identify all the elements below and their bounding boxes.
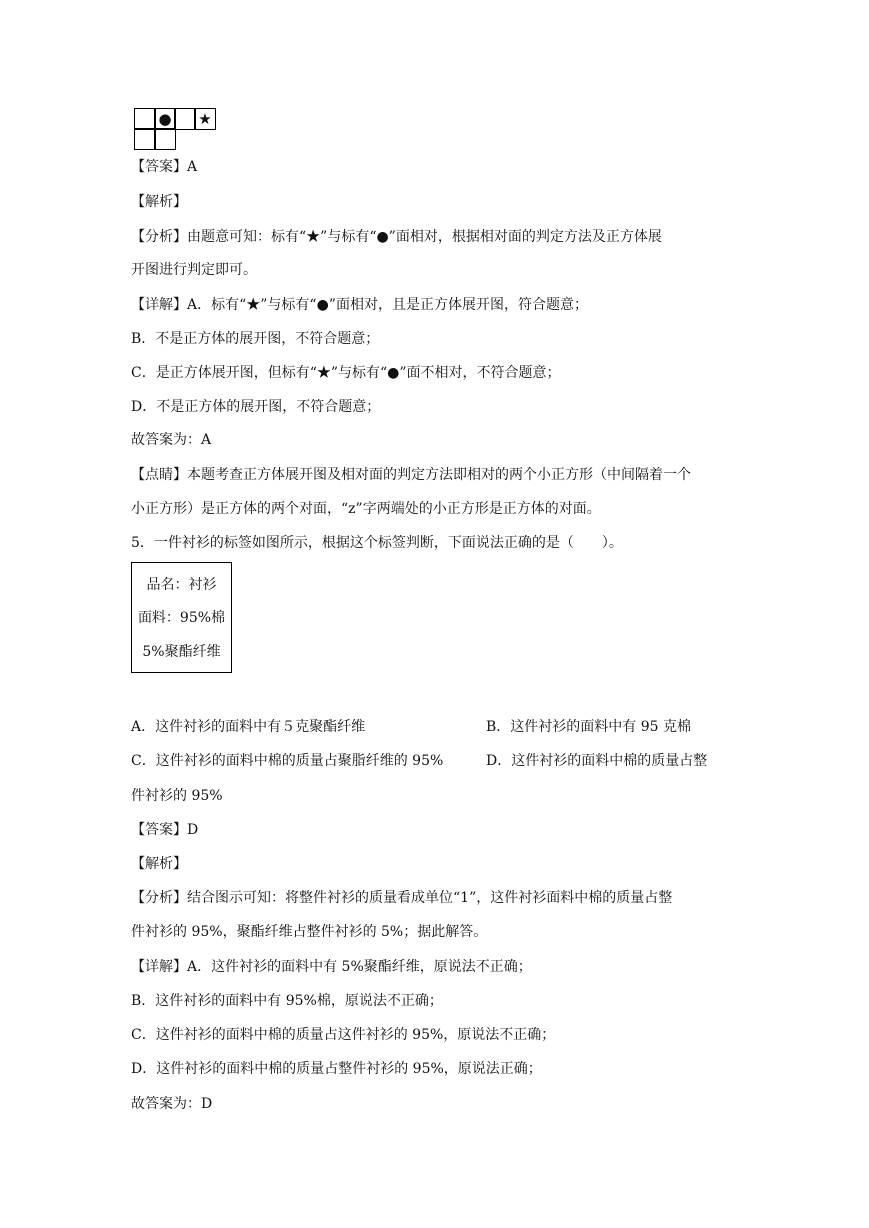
q5-detail-d: D．这件衬衫的面料中棉的质量占整件衬衫的 95%，原说法正确； <box>131 1061 542 1077</box>
net-square <box>154 128 176 150</box>
net-square-circle <box>154 108 176 130</box>
label-line-fabric: 面料：95%棉 <box>137 610 226 626</box>
q5-option-b: B．这件衬衫的面料中有 95 克棉 <box>486 719 692 735</box>
q5-answer: 【答案】D <box>131 822 199 838</box>
q5-detail-a: 【详解】A．这件衬衫的面料中有 5%聚酯纤维，原说法不正确； <box>131 959 532 975</box>
label-line-polyester: 5%聚酯纤维 <box>142 644 221 660</box>
q5-option-a: A．这件衬衫的面料中有５克聚酯纤维 <box>131 719 366 735</box>
q5-conclusion: 故答案为：D <box>131 1096 213 1112</box>
q4-detail-b: B．不是正方体的展开图，不符合题意； <box>131 331 380 347</box>
net-square <box>174 108 196 130</box>
q4-fenxi-line1: 【分析】由题意可知：标有“★”与标有“●”面相对，根据相对面的判定方法及正方体展 <box>131 229 662 245</box>
q5-fenxi-line1: 【分析】结合图示可知：将整件衬衫的质量看成单位“1”，这件衬衫面料中棉的质量占整 <box>131 890 673 906</box>
q4-dianjing-line1: 【点睛】本题考查正方体展开图及相对面的判定方法即相对的两个小正方形（中间隔着一个 <box>131 467 691 483</box>
q4-answer: 【答案】A <box>131 159 198 175</box>
net-square-star <box>194 108 216 130</box>
q4-dianjing-line2: 小正方形）是正方体的两个对面，“z”字两端处的小正方形是正方体的对面。 <box>131 501 601 517</box>
shirt-label-figure <box>131 562 232 673</box>
q5-detail-c: C．这件衬衫的面料中棉的质量占这件衬衫的 95%，原说法不正确； <box>131 1027 556 1043</box>
q5-detail-b: B．这件衬衫的面料中有 95%棉，原说法不正确； <box>131 993 443 1009</box>
q5-stem: 5．一件衬衫的标签如图所示，根据这个标签判断，下面说法正确的是（ ）。 <box>131 535 623 551</box>
q4-fenxi-line2: 开图进行判定即可。 <box>131 262 257 278</box>
net-square <box>134 108 156 130</box>
label-line-name: 品名：衬衫 <box>146 577 217 593</box>
q4-detail-a: 【详解】A．标有“★”与标有“●”面相对，且是正方体展开图，符合题意； <box>131 297 588 313</box>
q5-option-d-continued: 件衬衫的 95% <box>131 788 223 804</box>
q4-detail-c: C．是正方体展开图，但标有“★”与标有“●”面不相对，不符合题意； <box>131 365 561 381</box>
star-icon: ★ <box>198 109 212 128</box>
cube-net-figure <box>134 108 216 150</box>
circle-icon: ● <box>158 109 172 128</box>
q5-analysis-title: 【解析】 <box>131 856 187 872</box>
q4-conclusion: 故答案为：A <box>131 432 212 448</box>
q4-detail-d: D．不是正方体的展开图，不符合题意； <box>131 399 381 415</box>
q5-fenxi-line2: 件衬衫的 95%，聚酯纤维占整件衬衫的 5%；据此解答。 <box>131 924 488 940</box>
net-square <box>134 128 156 150</box>
q5-option-c: C．这件衬衫的面料中棉的质量占聚脂纤维的 95% <box>131 753 444 769</box>
q5-option-d: D．这件衬衫的面料中棉的质量占整 <box>486 753 708 769</box>
q4-analysis-title: 【解析】 <box>131 194 187 210</box>
